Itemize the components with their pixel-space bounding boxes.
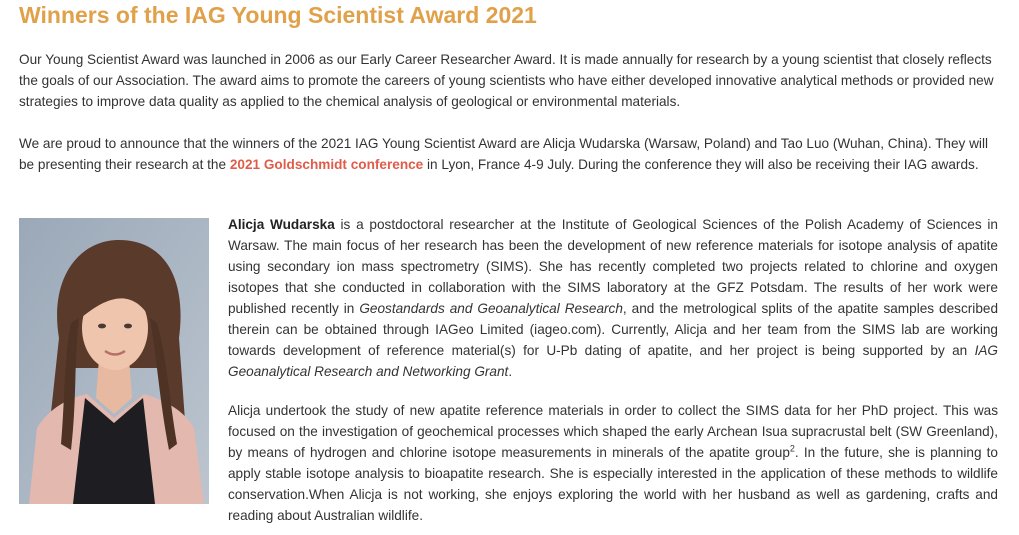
winner-name: Alicja Wudarska bbox=[228, 217, 335, 232]
goldschmidt-conference-link[interactable]: 2021 Goldschmidt conference bbox=[229, 157, 424, 172]
bio2-text-2: . In the future, she is planning to apply stable isotope analysis to bioapatite research. She is especially interested in the application of these methods to wildlife conservation.When Alicja is not working, she enjoys exploring the world with her husband as well as gardening, crafts and reading about Australian wildlife. bbox=[228, 445, 998, 523]
footnote-marker: 2 bbox=[789, 443, 795, 454]
grant-name: IAG Geoanalytical Research and Networking Grant bbox=[228, 343, 998, 379]
bio-paragraph-1 bbox=[228, 214, 998, 382]
announcement-text-after: in Lyon, France 4-9 July. During the conference they will also be receiving their IAG awards. bbox=[423, 157, 979, 172]
bio1-end: . bbox=[508, 364, 513, 379]
announcement-text-before: We are proud to announce that the winners of the 2021 IAG Young Scientist Award are Alicja Wudarska (Warsaw, Poland) and Tao Luo (Wuhan, China). They will be presenting their research at the bbox=[19, 136, 988, 172]
journal-title: Geostandards and Geoanalytical Research bbox=[359, 301, 623, 316]
portrait-photo bbox=[19, 218, 209, 504]
announcement-paragraph bbox=[19, 133, 1004, 175]
bio-paragraph-2 bbox=[228, 400, 998, 526]
bio2-text-1: Alicja undertook the study of new apatite reference materials in order to collect the SIMS data for her PhD project. This was focused on the investigation of geochemical processes which shaped the early Archean Isua supracrustal belt (SW Greenland), by means of hydrogen and chlorine isotope measurements in minerals of the apatite group bbox=[228, 403, 998, 460]
page-title: Winners of the IAG Young Scientist Award 2021 bbox=[19, 2, 537, 28]
bio1-text-2: , and the metrological splits of the apatite samples described therein can be obtained through IAGeo Limited (iageo.com). Currently, Alicja and her team from the SIMS lab are working towards development of reference material(s) for U-Pb dating of apatite, and her project is being supported by an bbox=[228, 301, 998, 358]
intro-paragraph: Our Young Scientist Award was launched in 2006 as our Early Career Researcher Award. It is made annually for research by a young scientist that closely reflects the goals of our Association. The award aims to promote the careers of young scientists who have either developed innovative analytical methods or provided new strategies to improve data quality as applied to the chemical analysis of geological or environmental materials. bbox=[19, 52, 994, 109]
bio1-text-1: is a postdoctoral researcher at the Institute of Geological Sciences of the Polish Academy of Sciences in Warsaw. The main focus of her research has been the development of new reference materials for isotope analysis of apatite using secondary ion mass spectrometry (SIMS). She has recently completed two projects related to chlorine and oxygen isotopes that she conducted in collaboration with the SIMS laboratory at the GFZ Potsdam. The results of her work were published recently in bbox=[228, 217, 998, 316]
